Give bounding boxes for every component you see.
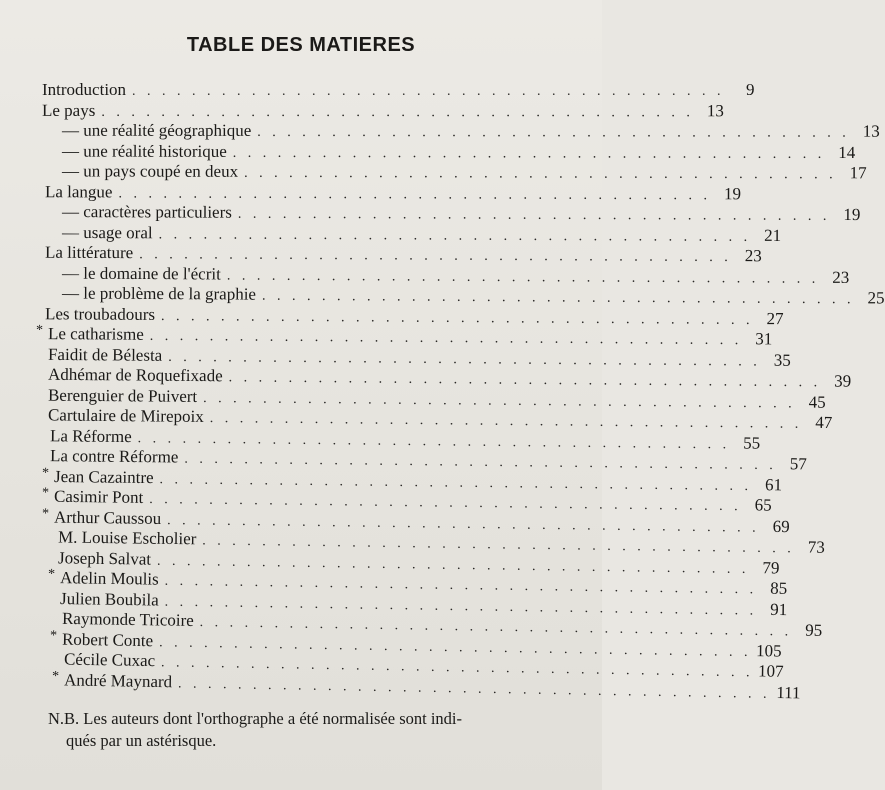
footnote [48, 708, 568, 752]
asterisk-marker: * [51, 669, 60, 685]
toc-entry-label: M. Louise Escholier [57, 527, 197, 549]
toc-entry-label: Raymonde Tricoire [61, 608, 194, 630]
dot-leader: . . . . . . . . . . . . . . . . . . . . . . . . . . . . . . . . . . . . . . . . [257, 124, 850, 141]
toc-entry [61, 202, 861, 225]
dot-leader: . . . . . . . . . . . . . . . . . . . . . . . . . . . . . . . . . . . . . . . . [160, 309, 754, 329]
toc-entry [61, 283, 885, 308]
footnote-line-2: qués par un astérisque. [66, 731, 217, 750]
toc-entry-page: 23 [744, 246, 762, 266]
toc-entry [44, 242, 762, 266]
toc-entry-page: 45 [808, 392, 826, 412]
dot-leader: . . . . . . . . . . . . . . . . . . . . . . . . . . . . . . . . . . . . . . . . [177, 676, 771, 702]
toc-entry-page: 107 [757, 661, 784, 681]
dot-leader: . . . . . . . . . . . . . . . . . . . . . . . . . . . . . . . . . . . . . . . . [101, 104, 694, 121]
dot-leader: . . . . . . . . . . . . . . . . . . . . . . . . . . . . . . . . . . . . . . . . [132, 84, 725, 99]
toc-entry-label: Le pays [41, 100, 96, 120]
dot-leader: . . . . . . . . . . . . . . . . . . . . . . . . . . . . . . . . . . . . . . . . [159, 635, 752, 661]
toc-entry-label: Introduction [42, 80, 127, 99]
dot-leader: . . . . . . . . . . . . . . . . . . . . . . . . . . . . . . . . . . . . . . . . [228, 370, 822, 391]
dot-leader: . . . . . . . . . . . . . . . . . . . . . . . . . . . . . . . . . . . . . . . . [202, 533, 795, 557]
toc-entry-page: 105 [755, 641, 782, 661]
dot-leader: . . . . . . . . . . . . . . . . . . . . . . . . . . . . . . . . . . . . . . . . [209, 411, 803, 432]
toc-title: TABLE DES MATIERES [186, 34, 416, 56]
dot-leader: . . . . . . . . . . . . . . . . . . . . . . . . . . . . . . . . . . . . . . . . [158, 227, 752, 245]
dot-leader: . . . . . . . . . . . . . . . . . . . . . . . . . . . . . . . . . . . . . . . . [199, 615, 793, 640]
toc-entry-label: — une réalité historique [61, 141, 227, 161]
toc-entry [61, 141, 856, 163]
toc-entry-label: Faidit de Bélesta [47, 344, 163, 365]
dot-leader: . . . . . . . . . . . . . . . . . . . . . . . . . . . . . . . . . . . . . . . . [156, 553, 750, 578]
toc-entry-page: 13 [706, 101, 724, 121]
toc-entry-page: 9 [746, 80, 755, 99]
toc-entry [42, 80, 755, 100]
toc-entry-page: 23 [832, 267, 850, 287]
toc-entry-page: 19 [843, 204, 861, 225]
toc-entry-page: 57 [789, 454, 807, 474]
dot-leader: . . . . . . . . . . . . . . . . . . . . . . . . . . . . . . . . . . . . . . . . [203, 391, 796, 412]
dot-leader: . . . . . . . . . . . . . . . . . . . . . . . . . . . . . . . . . . . . . . . . [164, 594, 758, 619]
toc-entry-label: Jean Cazaintre [53, 466, 154, 488]
dot-leader: . . . . . . . . . . . . . . . . . . . . . . . . . . . . . . . . . . . . . . . . [149, 328, 743, 349]
dot-leader: . . . . . . . . . . . . . . . . . . . . . . . . . . . . . . . . . . . . . . . . [244, 165, 837, 183]
toc-entry-page: 35 [773, 350, 791, 370]
toc-entry-page: 61 [764, 475, 783, 495]
toc-entry [61, 222, 782, 246]
toc-entry-label: — une réalité géographique [61, 120, 252, 140]
toc-entry-page: 21 [764, 225, 782, 246]
toc-entry-label: Casimir Pont [53, 486, 144, 507]
toc-entry-label: La littérature [44, 242, 134, 263]
toc-entry-label: André Maynard [63, 670, 173, 692]
toc-entry-page: 25 [867, 288, 885, 308]
asterisk-marker: * [47, 566, 56, 583]
dot-leader: . . . . . . . . . . . . . . . . . . . . . . . . . . . . . . . . . . . . . . . . [164, 573, 758, 598]
toc-entry-page: 55 [743, 433, 761, 453]
toc-entry-label: La Réforme [49, 426, 132, 447]
toc-entry-label: Cécile Cuxac [63, 649, 156, 671]
toc-entry-label: Joseph Salvat [57, 548, 152, 569]
toc-entry [44, 182, 742, 204]
toc-entry-label: — le domaine de l'écrit [61, 263, 221, 284]
toc-entry-page: 85 [770, 578, 788, 598]
toc-entry-label: Le catharisme [47, 324, 144, 344]
dot-leader: . . . . . . . . . . . . . . . . . . . . . . . . . . . . . . . . . . . . . . . . [184, 451, 777, 474]
toc-entry-page: 91 [770, 599, 788, 620]
toc-entry-page: 95 [805, 620, 823, 640]
toc-entry-page: 39 [834, 371, 852, 391]
toc-entry-label: La langue [44, 182, 113, 202]
toc-entry-page: 31 [755, 329, 773, 349]
asterisk-marker: * [49, 628, 58, 644]
dot-leader: . . . . . . . . . . . . . . . . . . . . . . . . . . . . . . . . . . . . . . . . [149, 491, 742, 515]
toc-entry-page: 69 [772, 516, 790, 537]
toc-entry-label: — un pays coupé en deux [61, 161, 239, 181]
toc-entry-label: — le problème de la graphie [61, 283, 257, 304]
toc-entry-page: 65 [754, 495, 772, 515]
dot-leader: . . . . . . . . . . . . . . . . . . . . . . . . . . . . . . . . . . . . . . . . [237, 206, 831, 224]
dot-leader: . . . . . . . . . . . . . . . . . . . . . . . . . . . . . . . . . . . . . . . . [232, 145, 826, 162]
toc-entry-label: Robert Conte [61, 629, 154, 651]
toc-entry-label: Adelin Moulis [59, 568, 159, 589]
dot-leader: . . . . . . . . . . . . . . . . . . . . . . . . . . . . . . . . . . . . . . . . [160, 655, 754, 681]
toc-entry-label: Cartulaire de Mirepoix [47, 405, 204, 426]
toc-entry [61, 161, 867, 183]
toc-entry-page: 19 [723, 184, 742, 204]
toc-entry [61, 120, 880, 142]
dot-leader: . . . . . . . . . . . . . . . . . . . . . . . . . . . . . . . . . . . . . . . . [159, 472, 753, 495]
toc-entry-label: — usage oral [61, 222, 153, 243]
dot-leader: . . . . . . . . . . . . . . . . . . . . . . . . . . . . . . . . . . . . . . . . [261, 288, 855, 308]
asterisk-marker: * [35, 323, 44, 339]
toc-entry [41, 100, 724, 121]
dot-leader: . . . . . . . . . . . . . . . . . . . . . . . . . . . . . . . . . . . . . . . . [118, 186, 712, 204]
toc-entry-label: La contre Réforme [49, 446, 179, 467]
toc-entry-page: 47 [815, 412, 833, 433]
asterisk-marker: * [41, 506, 50, 522]
toc-entry-label: — caractères particuliers [61, 202, 232, 222]
toc-entry-label: Adhémar de Roquefixade [47, 364, 223, 386]
toc-entry-page: 27 [766, 309, 784, 329]
dot-leader: . . . . . . . . . . . . . . . . . . . . . . . . . . . . . . . . . . . . . . . . [139, 247, 732, 266]
toc-entry-page: 14 [838, 142, 856, 162]
toc-entry-label: Arthur Caussou [53, 507, 162, 529]
asterisk-marker: * [41, 465, 50, 481]
toc-entry-page: 17 [849, 163, 867, 183]
dot-leader: . . . . . . . . . . . . . . . . . . . . . . . . . . . . . . . . . . . . . . . . [226, 268, 820, 287]
toc-entry-label: Les troubadours [44, 304, 156, 324]
footnote-line-1: N.B. Les auteurs dont l'orthographe a été normalisée sont indi- [48, 709, 462, 728]
dot-leader: . . . . . . . . . . . . . . . . . . . . . . . . . . . . . . . . . . . . . . . . [167, 513, 760, 536]
toc-entry-page: 73 [807, 537, 825, 557]
dot-leader: . . . . . . . . . . . . . . . . . . . . . . . . . . . . . . . . . . . . . . . . [137, 431, 731, 453]
toc-entry-page: 111 [776, 682, 801, 703]
asterisk-marker: * [41, 485, 50, 501]
toc-entry-page: 13 [862, 121, 880, 141]
dot-leader: . . . . . . . . . . . . . . . . . . . . . . . . . . . . . . . . . . . . . . . . [168, 349, 761, 370]
toc-entry-label: Julien Boubila [59, 589, 159, 610]
toc-entry-label: Berenguier de Puivert [47, 385, 198, 406]
toc-entry [35, 323, 773, 349]
toc-entry-page: 79 [762, 558, 780, 578]
